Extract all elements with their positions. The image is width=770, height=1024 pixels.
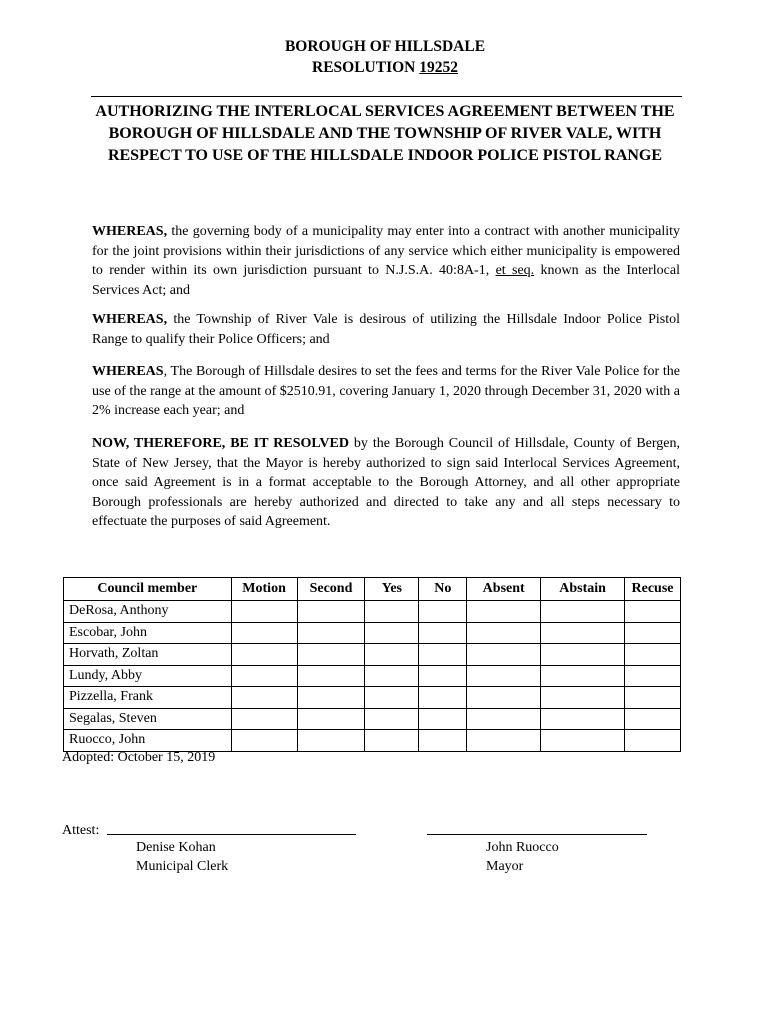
member-name: Lundy, Abby	[64, 665, 232, 687]
member-name: Horvath, Zoltan	[64, 644, 232, 666]
table-header-row	[64, 578, 681, 601]
vote-cell	[419, 665, 467, 687]
header-yes: Yes	[365, 578, 419, 601]
header-recuse: Recuse	[625, 578, 681, 601]
vote-cell	[541, 730, 625, 752]
member-name: Ruocco, John	[64, 730, 232, 752]
vote-cell	[365, 687, 419, 709]
vote-cell	[419, 708, 467, 730]
vote-cell	[625, 601, 681, 623]
vote-cell	[231, 708, 297, 730]
header-abstain: Abstain	[541, 578, 625, 601]
resolved-paragraph: NOW, THEREFORE, BE IT RESOLVED by the Borough Council of Hillsdale, County of Bergen, State of New Jersey, that the Mayor is hereby authorized to sign said Interlocal Services Agreement, once said Agreement is in a format acceptable to the Borough Attorney, and all other appropriate Borough professionals are hereby authorized and directed to take any and all steps necessary to effectuate the purposes of said Agreement.	[92, 436, 680, 529]
clerk-name: Denise Kohan	[136, 840, 216, 855]
vote-cell	[365, 622, 419, 644]
table-row	[64, 601, 681, 623]
vote-cell	[365, 730, 419, 752]
vote-cell	[625, 622, 681, 644]
table-row	[64, 665, 681, 687]
vote-cell	[541, 687, 625, 709]
vote-cell	[419, 687, 467, 709]
vote-cell	[625, 687, 681, 709]
vote-cell	[419, 601, 467, 623]
vote-cell	[541, 708, 625, 730]
member-name: DeRosa, Anthony	[64, 601, 232, 623]
vote-cell	[297, 687, 365, 709]
mayor-name: John Ruocco	[486, 840, 559, 855]
vote-cell	[297, 708, 365, 730]
adopted-date: Adopted: October 15, 2019	[62, 750, 216, 765]
table-row	[64, 644, 681, 666]
vote-cell	[467, 601, 541, 623]
vote-cell	[297, 644, 365, 666]
vote-cell	[365, 665, 419, 687]
header-absent: Absent	[467, 578, 541, 601]
member-name: Pizzella, Frank	[64, 687, 232, 709]
mayor-signature-line	[427, 834, 647, 835]
vote-cell	[625, 644, 681, 666]
header-no: No	[419, 578, 467, 601]
member-name: Escobar, John	[64, 622, 232, 644]
vote-cell	[467, 708, 541, 730]
vote-cell	[467, 644, 541, 666]
vote-cell	[467, 622, 541, 644]
vote-cell	[365, 601, 419, 623]
vote-cell	[365, 708, 419, 730]
vote-cell	[231, 601, 297, 623]
vote-cell	[231, 622, 297, 644]
vote-cell	[419, 730, 467, 752]
whereas-paragraph-1: WHEREAS, the governing body of a municipality may enter into a contract with another municipality for the joint provisions within their jurisdictions of any service which either municipality is empowered to render within its own jurisdiction pursuant to N.J.S.A. 40:8A-1, et seq. known as the Interlocal Services Act; and	[92, 224, 681, 298]
table-row	[64, 687, 681, 709]
header-second: Second	[297, 578, 365, 601]
resolution-label: RESOLUTION	[312, 59, 416, 76]
vote-cell	[297, 601, 365, 623]
vote-cell	[541, 644, 625, 666]
vote-cell	[231, 665, 297, 687]
clerk-title: Municipal Clerk	[136, 859, 229, 874]
vote-cell	[625, 665, 681, 687]
resolution-title: AUTHORIZING THE INTERLOCAL SERVICES AGREEMENT BETWEEN THE BOROUGH OF HILLSDALE AND THE TOWNSHIP OF RIVER VALE, WITH RESPECT TO USE OF THE HILLSDALE INDOOR POLICE PISTOL RANGE	[95, 103, 675, 164]
attest-label: Attest:	[62, 823, 100, 838]
vote-cell	[231, 687, 297, 709]
resolution-number: 19252	[419, 59, 458, 76]
vote-cell	[419, 622, 467, 644]
borough-heading: BOROUGH OF HILLSDALE	[284, 38, 486, 55]
vote-cell	[467, 665, 541, 687]
vote-cell	[297, 622, 365, 644]
vote-cell	[231, 644, 297, 666]
vote-cell	[231, 730, 297, 752]
vote-cell	[541, 622, 625, 644]
clerk-signature-line	[107, 834, 356, 835]
whereas-paragraph-3: WHEREAS, The Borough of Hillsdale desires to set the fees and terms for the River Vale Police for the use of the range at the amount of $2510.91, covering January 1, 2020 through December 31, 2020 with a 2% increase each year; and	[92, 364, 680, 418]
vote-cell	[625, 708, 681, 730]
vote-cell	[541, 601, 625, 623]
vote-cell	[297, 730, 365, 752]
whereas-paragraph-2: WHEREAS, the Township of River Vale is desirous of utilizing the Hillsdale Indoor Police Pistol Range to qualify their Police Officers; and	[92, 312, 680, 347]
roll-call-table	[63, 577, 681, 752]
resolution-heading	[0, 58, 770, 78]
vote-cell	[541, 665, 625, 687]
vote-cell	[297, 665, 365, 687]
table-row	[64, 622, 681, 644]
vote-cell	[365, 644, 419, 666]
table-row	[64, 708, 681, 730]
vote-cell	[625, 730, 681, 752]
vote-cell	[467, 687, 541, 709]
mayor-title: Mayor	[486, 859, 524, 874]
member-name: Segalas, Steven	[64, 708, 232, 730]
header-council-member: Council member	[64, 578, 232, 601]
header-divider	[91, 96, 682, 97]
vote-cell	[419, 644, 467, 666]
vote-cell	[467, 730, 541, 752]
header-motion: Motion	[231, 578, 297, 601]
